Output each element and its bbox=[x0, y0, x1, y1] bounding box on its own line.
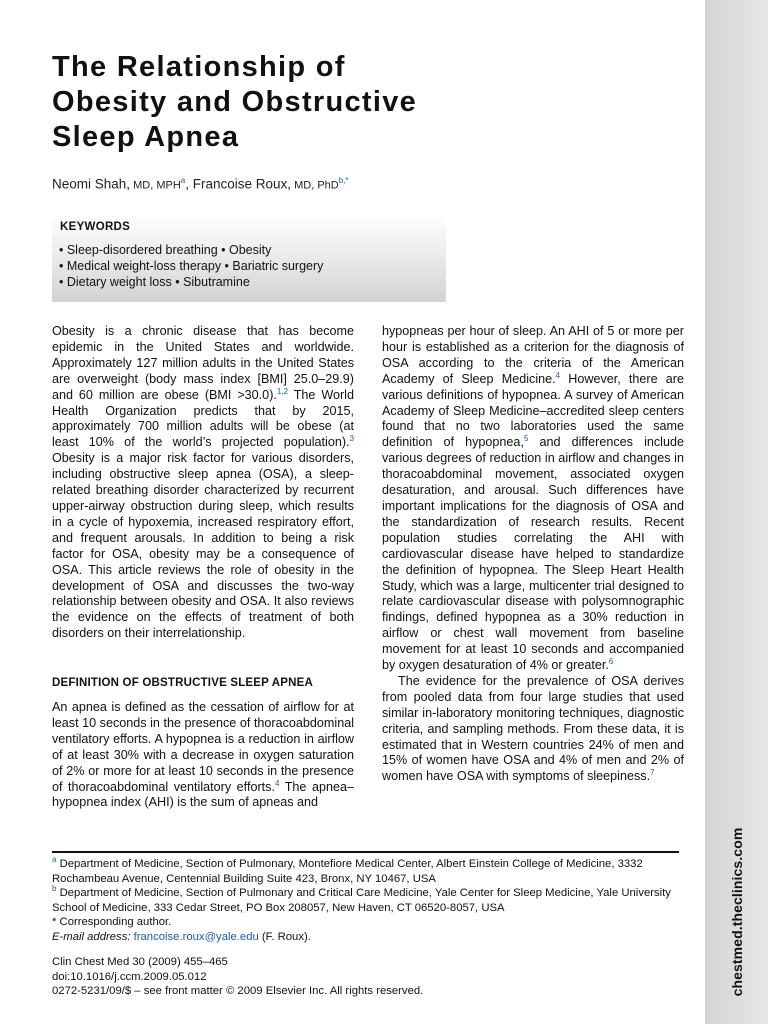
citation-block bbox=[52, 955, 423, 999]
author-separator: , bbox=[185, 176, 193, 192]
sidebar-strip bbox=[705, 0, 768, 1024]
keyword-line: • Dietary weight loss • Sibutramine bbox=[59, 275, 250, 289]
left-column bbox=[52, 324, 354, 642]
text-run: Department of Medicine, Section of Pulmonary, Montefiore Medical Center, Albert Einstein College of Medicine, 3332 Rochambeau Avenue, Centennial Building Suite 423, Bronx, NY 10467, USA bbox=[52, 858, 643, 885]
text-run: (F. Roux). bbox=[258, 930, 311, 943]
journal-site-label: chestmed.theclinics.com bbox=[728, 827, 745, 997]
text-run: The apnea–hypopnea index (AHI) is the sum of apneas and bbox=[52, 779, 355, 810]
reference-link[interactable]: 4 bbox=[274, 778, 280, 788]
text-run: Obesity is a chronic disease that has become epidemic in the United States and worldwide. Approximately 127 million adults in the United States are overweight (body mass index [BMI] 25.0–29.9) and 60 million are obese (BMI >30.0). bbox=[52, 324, 354, 402]
text-run: An apnea is defined as the cessation of airflow for at least 10 seconds in the presence of thoracoabdominal ventilatory efforts. A hypopnea is a reduction in airflow of at least 30% with a decrease in oxygen saturation of 2% or more for at least 10 seconds in the presence of thoracoabdominal ventilatory efforts. bbox=[52, 700, 354, 794]
text-run: However, there are various definitions of hypopnea. A survey of American Academy of Sleep Medicine–accredited sleep centers found that no two laboratories used the same definition of hypopnea, bbox=[382, 371, 684, 450]
keyword-line: • Sleep-disordered breathing • Obesity bbox=[59, 243, 272, 257]
text-run: and differences include various degrees of reduction in airflow and changes in thoracoabdominal movement, associated oxygen desaturation, and arousal. Such differences have important implications for the diagnosis of OSA and the standardization of research results. Recent population studies correlating the AHI with cardiovascular disease have helped to standardize the definition of hypopnea. The Sleep Heart Health Study, which was a large, multicenter trial designed to relate cardiovascular disease with polysomnographic findings, defined hypopnea as a 30% reduction in airflow or chest wall movement from baseline movement for at least 10 seconds and accompanied by oxygen desaturation of 4% or greater. bbox=[382, 435, 684, 673]
reference-link[interactable]: 4 bbox=[555, 370, 561, 380]
affiliation-link[interactable]: a bbox=[180, 176, 186, 185]
author-name: Neomi Shah, bbox=[52, 176, 131, 192]
doi-text[interactable]: doi:10.1016/j.ccm.2009.05.012 bbox=[52, 970, 207, 983]
footnote-affiliation-b bbox=[52, 886, 682, 915]
reference-link[interactable]: 6 bbox=[608, 656, 614, 666]
text-run: Department of Medicine, Section of Pulmonary and Critical Care Medicine, Yale Center for Sleep Medicine, Yale University School of Medicine, 333 Cedar Street, PO Box 208057, New Haven, CT 06520-8057, USA bbox=[52, 887, 671, 914]
email-label: E-mail address: bbox=[52, 930, 131, 943]
text-run: The World Health Organization predicts that by 2015, approximately 700 million adults will be obese (at least 10% of the world’s projected population). bbox=[52, 387, 354, 450]
affiliation-link[interactable]: b, bbox=[338, 176, 346, 185]
prevalence-paragraph bbox=[382, 674, 684, 785]
intro-paragraph bbox=[52, 324, 354, 642]
reference-link[interactable]: 7 bbox=[650, 768, 655, 778]
email-link[interactable]: francoise.roux@yale.edu bbox=[133, 930, 259, 943]
author-line bbox=[52, 176, 349, 192]
journal-reference: Clin Chest Med 30 (2009) 455–465 bbox=[52, 956, 228, 968]
footnotes bbox=[52, 857, 682, 944]
footnote-affiliation-a bbox=[52, 857, 682, 886]
footnote-divider bbox=[52, 851, 679, 853]
text-run: hypopneas per hour of sleep. An AHI of 5 or more per hour is established as a criterion for the diagnosis of OSA according to the criteria of the American Academy of Sleep Medicine. bbox=[382, 324, 684, 386]
footnote-mark: a bbox=[52, 855, 57, 865]
section-heading: DEFINITION OF OBSTRUCTIVE SLEEP APNEA bbox=[52, 677, 314, 689]
title-line: Obesity and Obstructive bbox=[52, 86, 418, 118]
hypopnea-paragraph bbox=[382, 324, 684, 674]
article-title bbox=[52, 50, 572, 155]
reference-link[interactable]: 3 bbox=[349, 434, 354, 444]
author-name: Francoise Roux, bbox=[192, 176, 292, 192]
email-line bbox=[52, 930, 682, 945]
keyword-line: • Medical weight-loss therapy • Bariatric surgery bbox=[59, 259, 324, 273]
corresponding-author-note: * Corresponding author. bbox=[52, 916, 172, 928]
author-credentials: MD, MPH bbox=[130, 179, 181, 192]
corresponding-author-link[interactable]: * bbox=[345, 176, 349, 185]
reference-link[interactable]: 5 bbox=[523, 434, 529, 444]
text-run: Obesity is a major risk factor for various disorders, including obstructive sleep apnea (OSA), a sleep-related breathing disorder characterized by recurrent upper-airway obstruction during sleep, which results in a cycle of hypoxemia, increased respiratory effort, and frequent arousals. In addition to being a risk factor for OSA, obesity may be a consequence of OSA. This article reviews the role of obesity in the development of OSA and discusses the two-way relationship between obesity and OSA. It also reviews the evidence on the effects of treatment of both disorders on their interrelationship. bbox=[52, 451, 354, 641]
definition-paragraph bbox=[52, 700, 354, 811]
keywords-list bbox=[59, 242, 323, 290]
keywords-box bbox=[52, 214, 446, 302]
reference-link[interactable]: 1,2 bbox=[276, 386, 289, 396]
keywords-heading: KEYWORDS bbox=[60, 221, 131, 233]
text-run: The evidence for the prevalence of OSA derives from pooled data from four large studies that used similar in-laboratory monitoring techniques, diagnostic criteria, and sampling methods. From these data, it is estimated that in Western countries 24% of men and 15% of women have OSA and 4% of men and 2% of women have OSA with symptoms of sleepiness. bbox=[382, 673, 684, 784]
author-credentials: MD, PhD bbox=[291, 179, 339, 192]
copyright-text: 0272-5231/09/$ – see front matter © 2009 Elsevier Inc. All rights reserved. bbox=[52, 985, 424, 997]
right-column bbox=[382, 324, 684, 785]
footnote-mark: b bbox=[52, 884, 57, 894]
title-line: The Relationship of bbox=[52, 51, 346, 83]
title-line: Sleep Apnea bbox=[52, 121, 240, 153]
